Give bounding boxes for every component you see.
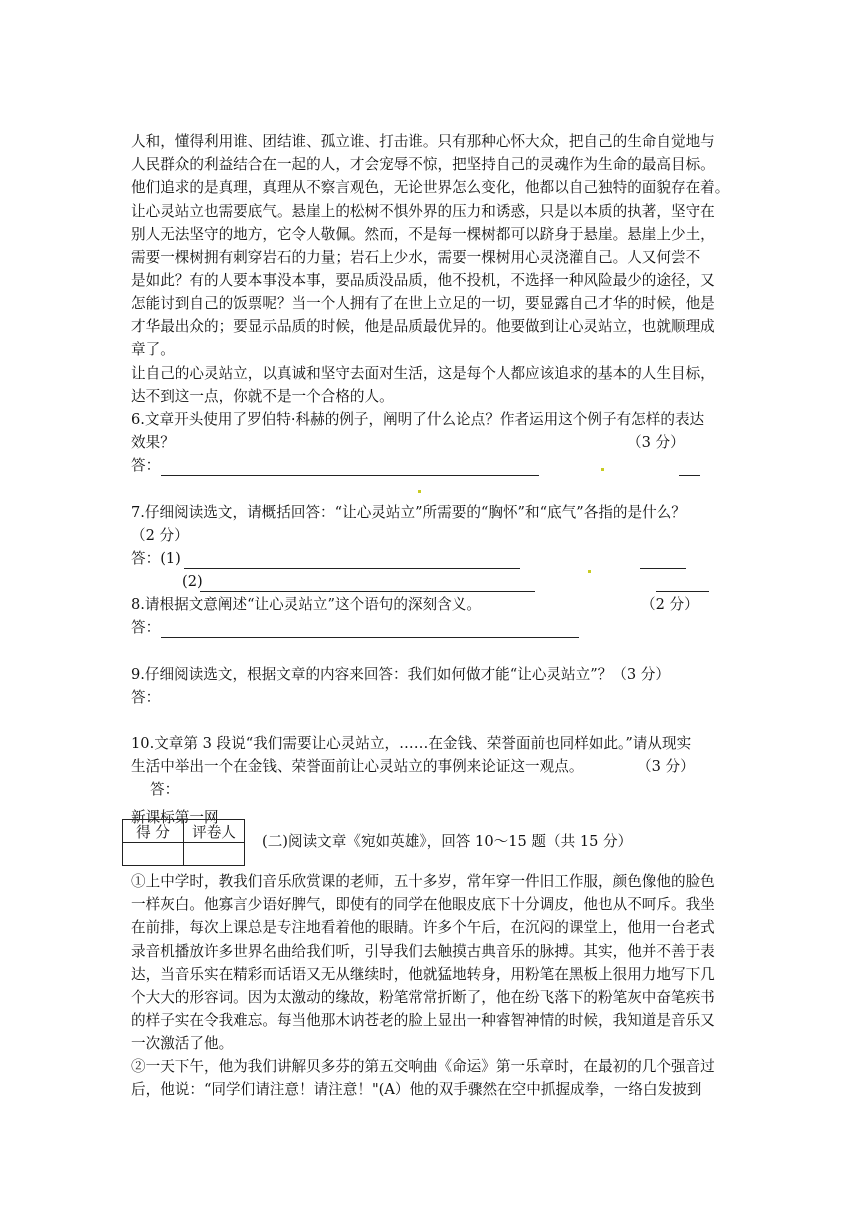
stray-mark <box>588 570 591 573</box>
passage2-line: 一样灰白。他寡言少语好脾气，即使有的同学在他眼皮底下十分调皮，他也从不呵斥。我坐 <box>131 896 715 913</box>
site-note: 新课标第一网 <box>131 809 219 826</box>
answer-blank-q7-2-end[interactable] <box>656 577 709 592</box>
passage1-line: 才华最出众的；要显示品质的时候，他是品质最优异的。他要做到让心灵站立，也就顺理成 <box>131 318 715 335</box>
passage2-line: 录音机播放许多世界名曲给我们听，引导我们去触摸古典音乐的脉搏。其实，他并不善于表 <box>131 943 715 960</box>
answer-blank-q6-end[interactable] <box>679 461 700 476</box>
question-6: 6.文章开头使用了罗伯特·科赫的例子，阐明了什么论点？作者运用这个例子有怎样的表达 <box>131 411 705 428</box>
question-6-cont: 效果？ <box>131 434 175 451</box>
answer-blank-q7-1[interactable] <box>184 554 520 569</box>
grader-cell[interactable] <box>184 843 245 866</box>
passage2-line: 后，他说：“同学们请注意！请注意！"(A）他的双手骤然在空中抓握成拳，一络白发披到 <box>131 1081 702 1098</box>
answer-blank-q7-1-end[interactable] <box>640 554 686 569</box>
stray-mark <box>601 468 604 471</box>
passage1-line: 达不到这一点，你就不是一个合格的人。 <box>131 388 394 405</box>
question-7-cont: （2 分） <box>131 527 189 544</box>
passage1-line: 让心灵站立也需要底气。悬崖上的松树不惧外界的压力和诱惑，只是以本质的执著，坚守在 <box>131 203 715 220</box>
answer-blank-q6[interactable] <box>161 461 539 476</box>
score-header: 得 分 <box>123 820 184 843</box>
grader-header: 评卷人 <box>184 820 245 843</box>
passage1-line: 是如此？有的人要本事没本事，要品质没品质，他不投机，不选择一种风险最少的途径，又 <box>131 272 715 289</box>
answer-label: 答： <box>150 781 180 798</box>
passage1-line: 他们追求的是真理，真理从不察言观色，无论世界怎么变化，他都以自己独特的面貌存在着。 <box>131 179 730 196</box>
question-6-score: （3 分） <box>627 434 685 451</box>
section-2-title: (二)阅读文章《宛如英雄》，回答 10～15 题（共 15 分） <box>262 833 633 850</box>
answer-blank-q7-2[interactable] <box>200 577 535 592</box>
answer-label: 答： <box>131 689 161 706</box>
question-10-cont: 生活中举出一个在金钱、荣誉面前让心灵站立的事例来论证这一观点。 <box>131 758 584 775</box>
passage1-line: 章了。 <box>131 341 175 358</box>
passage2-line: 在前排，每次上课总是专注地看着他的眼睛。许多个午后，在沉闷的课堂上，他用一台老式 <box>131 919 715 936</box>
question-10-score: （3 分） <box>637 758 695 775</box>
question-9: 9.仔细阅读选文，根据文章的内容来回答：我们如何做才能“让心灵站立”？（3 分） <box>131 666 670 683</box>
question-7: 7.仔细阅读选文，请概括回答：“让心灵站立”所需要的“胸怀”和“底气”各指的是什么？ <box>131 504 686 521</box>
passage2-line: 一次激活了他。 <box>131 1035 234 1052</box>
score-cell[interactable] <box>123 843 184 866</box>
answer-label: 答： <box>131 457 161 474</box>
passage2-line: ②一天下午，他为我们讲解贝多芬的第五交响曲《命运》第一乐章时，在最初的几个强音过 <box>131 1058 715 1075</box>
stray-mark <box>418 490 421 493</box>
passage1-line: 别人无法坚守的地方，它令人敬佩。然而，不是每一棵树都可以跻身于悬崖。悬崖上少土， <box>131 226 715 243</box>
passage1-line: 需要一棵树拥有刺穿岩石的力量；岩石上少水，需要一棵树用心灵浇灌自己。人又何尝不 <box>131 249 701 266</box>
passage1-line: 让自己的心灵站立，以真诚和坚守去面对生活，这是每个人都应该追求的基本的人生目标， <box>131 365 715 382</box>
passage2-line: 个大大的形容词。因为太激动的缘故，粉笔常常折断了，他在纷飞落下的粉笔灰中奋笔疾书 <box>131 989 715 1006</box>
passage1-line: 人和，懂得利用谁、团结谁、孤立谁、打击谁。只有那种心怀大众，把自己的生命自觉地与 <box>131 133 715 150</box>
passage2-line: 的样子实在令我难忘。每当他那木讷苍老的脸上显出一种睿智神情的时候，我知道是音乐又 <box>131 1012 715 1029</box>
question-8-score: （2 分） <box>641 596 699 613</box>
question-10: 10.文章第 3 段说“我们需要让心灵站立，……在金钱、荣誉面前也同样如此。”请从现实 <box>131 735 692 752</box>
answer-blank-q8[interactable] <box>161 623 579 638</box>
passage2-line: ①上中学时，教我们音乐欣赏课的老师，五十多岁，常年穿一件旧工作服，颜色像他的脸色 <box>131 873 715 890</box>
answer-label: 答： <box>131 619 161 636</box>
answer-label-7-2: (2) <box>182 573 203 590</box>
answer-label-7-1: 答：(1) <box>131 550 181 567</box>
question-8: 8.请根据文意阐述“让心灵站立”这个语句的深刻含义。 <box>131 596 481 613</box>
score-table <box>122 819 245 866</box>
passage1-line: 怎能讨到自己的饭票呢？当一个人拥有了在世上立足的一切，要显露自己才华的时候，他是 <box>131 295 715 312</box>
passage1-line: 人民群众的利益结合在一起的人，才会宠辱不惊，把坚持自己的灵魂作为生命的最高目标。 <box>131 156 715 173</box>
passage2-line: 达，当音乐实在精彩而话语又无从继续时，他就猛地转身，用粉笔在黑板上很用力地写下几 <box>131 966 715 983</box>
